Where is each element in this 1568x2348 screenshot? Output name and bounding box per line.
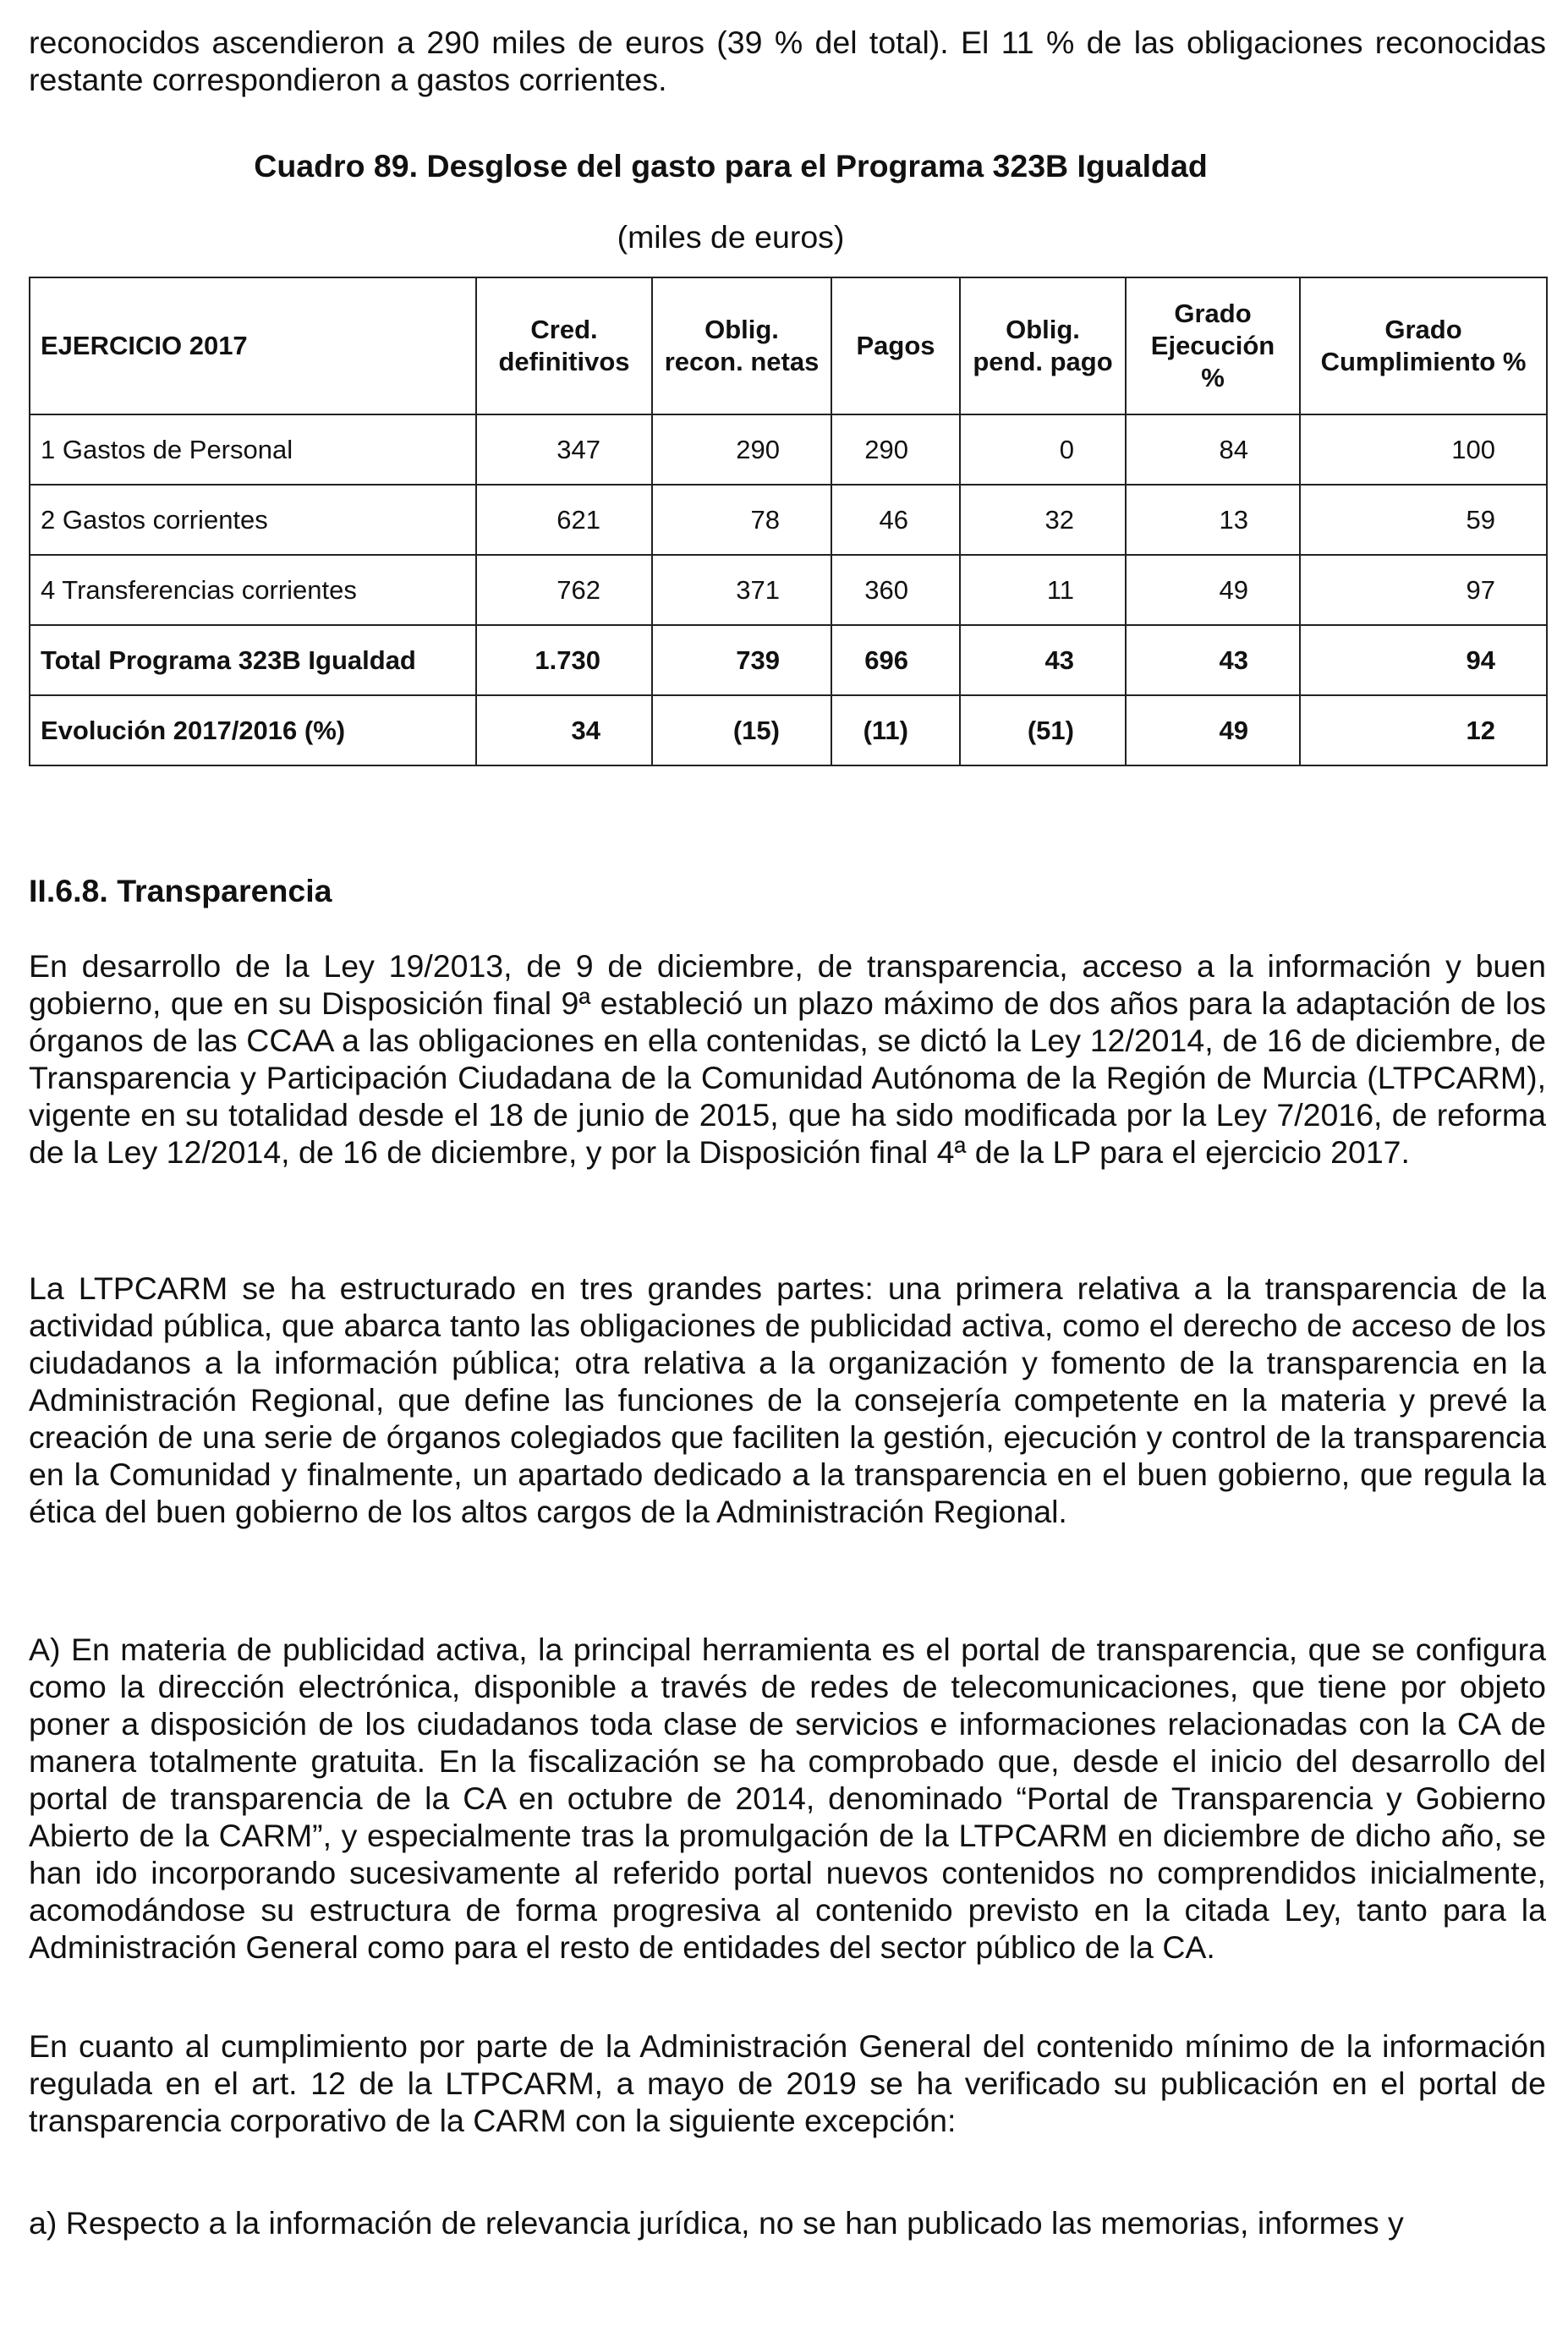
cell-grado-ejecucion: 49 (1126, 555, 1300, 625)
row-label: 4 Transferencias corrientes (30, 555, 476, 625)
paragraph: La LTPCARM se ha estructurado en tres grandes partes: una primera relativa a la transparencia de la actividad pública, que abarca tanto las obligaciones de publicidad activa, como el derecho de acceso de los ciudadanos a la información pública; otra relativa a la organización y fomento de la transparencia en la Administración Regional, que define las funciones de la consejería competente en la materia y prevé la creación de una serie de órganos colegiados que faciliten la gestión, ejecución y control de la transparencia en la Comunidad y finalmente, un apartado dedicado a la transparencia en el buen gobierno, que regula la ética del buen gobierno de los altos cargos de la Administración Regional. (29, 1270, 1546, 1529)
cell-oblig-recon-netas: 78 (652, 485, 831, 555)
cell-grado-cumplimiento: 12 (1300, 695, 1547, 765)
cell-oblig-pend-pago: (51) (960, 695, 1126, 765)
cell-pagos: 360 (831, 555, 960, 625)
cell-oblig-recon-netas: 739 (652, 625, 831, 695)
table-row (30, 555, 1547, 625)
cell-grado-cumplimiento: 100 (1300, 414, 1547, 485)
table-row-evolution (30, 695, 1547, 765)
table-row (30, 485, 1547, 555)
cell-pagos: (11) (831, 695, 960, 765)
header-grado-ejecucion: Grado Ejecución % (1126, 277, 1300, 414)
paragraph: a) Respecto a la información de relevancia jurídica, no se han publicado las memorias, informes y (29, 2205, 1404, 2241)
cell-oblig-pend-pago: 0 (960, 414, 1126, 485)
cell-oblig-recon-netas: (15) (652, 695, 831, 765)
table-caption: Cuadro 89. Desglose del gasto para el Programa 323B Igualdad (254, 148, 1208, 184)
header-grado-cumplimiento: Grado Cumplimiento % (1300, 277, 1547, 414)
cell-cred-definitivos: 34 (476, 695, 652, 765)
table-row (30, 414, 1547, 485)
table-row-total (30, 625, 1547, 695)
cell-grado-ejecucion: 43 (1126, 625, 1300, 695)
cell-oblig-pend-pago: 11 (960, 555, 1126, 625)
table-units: (miles de euros) (617, 219, 845, 255)
header-cred-definitivos: Cred. definitivos (476, 277, 652, 414)
paragraph: En desarrollo de la Ley 19/2013, de 9 de diciembre, de transparencia, acceso a la información y buen gobierno, que en su Disposición final 9ª estableció un plazo máximo de dos años para la adaptación de los órganos de las CCAA a las obligaciones en ella contenidas, se dictó la Ley 12/2014, de 16 de diciembre, de Transparencia y Participación Ciudadana de la Comunidad Autónoma de la Región de Murcia (LTPCARM), vigente en su totalidad desde el 18 de junio de 2015, que ha sido modificada por la Ley 7/2016, de reforma de la Ley 12/2014, de 16 de diciembre, y por la Disposición final 4ª de la LP para el ejercicio 2017. (29, 948, 1546, 1170)
cell-oblig-recon-netas: 290 (652, 414, 831, 485)
cell-oblig-pend-pago: 32 (960, 485, 1126, 555)
section-title: II.6.8. Transparencia (29, 873, 332, 908)
cell-grado-cumplimiento: 97 (1300, 555, 1547, 625)
header-pagos: Pagos (831, 277, 960, 414)
header-oblig-pend-pago: Oblig. pend. pago (960, 277, 1126, 414)
paragraph: A) En materia de publicidad activa, la principal herramienta es el portal de transparencia, que se configura como la dirección electrónica, disponible a través de redes de telecomunicaciones, que tiene por objeto poner a disposición de los ciudadanos toda clase de servicios e informaciones relacionadas con la CA de manera totalmente gratuita. En la fiscalización se ha comprobado que, desde el inicio del desarrollo del portal de transparencia de la CA en octubre de 2014, denominado “Portal de Transparencia y Gobierno Abierto de la CARM”, y especialmente tras la promulgación de la LTPCARM en diciembre de dicho año, se han ido incorporando sucesivamente al referido portal nuevos contenidos no comprendidos inicialmente, acomodándose su estructura de forma progresiva al contenido previsto en la citada Ley, tanto para la Administración General como para el resto de entidades del sector público de la CA. (29, 1632, 1546, 1965)
cell-pagos: 696 (831, 625, 960, 695)
cell-cred-definitivos: 762 (476, 555, 652, 625)
cell-grado-cumplimiento: 94 (1300, 625, 1547, 695)
cell-pagos: 290 (831, 414, 960, 485)
expense-table (29, 277, 1548, 766)
cell-oblig-recon-netas: 371 (652, 555, 831, 625)
row-label: 1 Gastos de Personal (30, 414, 476, 485)
cell-cred-definitivos: 347 (476, 414, 652, 485)
cell-grado-ejecucion: 13 (1126, 485, 1300, 555)
cell-grado-ejecucion: 49 (1126, 695, 1300, 765)
cell-cred-definitivos: 1.730 (476, 625, 652, 695)
row-label: Total Programa 323B Igualdad (30, 625, 476, 695)
header-oblig-recon-netas: Oblig. recon. netas (652, 277, 831, 414)
row-label: Evolución 2017/2016 (%) (30, 695, 476, 765)
table-header-row (30, 277, 1547, 414)
row-label: 2 Gastos corrientes (30, 485, 476, 555)
header-ejercicio: EJERCICIO 2017 (30, 277, 476, 414)
cell-grado-ejecucion: 84 (1126, 414, 1300, 485)
cell-oblig-pend-pago: 43 (960, 625, 1126, 695)
cell-grado-cumplimiento: 59 (1300, 485, 1547, 555)
cell-pagos: 46 (831, 485, 960, 555)
paragraph: En cuanto al cumplimiento por parte de la Administración General del contenido mínimo de la información regulada en el art. 12 de la LTPCARM, a mayo de 2019 se ha verificado su publicación en el portal de transparencia corporativo de la CARM con la siguiente excepción: (29, 2028, 1546, 2138)
intro-paragraph: reconocidos ascendieron a 290 miles de euros (39 % del total). El 11 % de las obligaciones reconocidas restante correspondieron a gastos corrientes. (29, 25, 1546, 97)
cell-cred-definitivos: 621 (476, 485, 652, 555)
